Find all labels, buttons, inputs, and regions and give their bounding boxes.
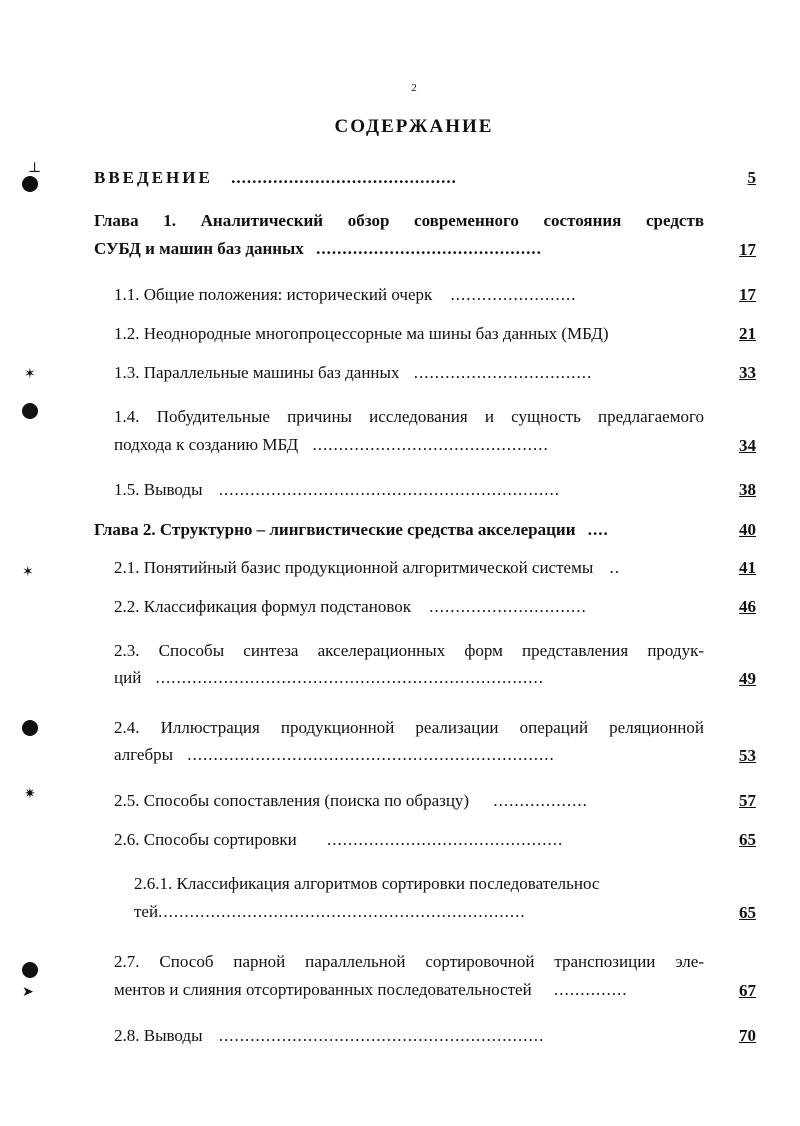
toc-page-number: 40 (739, 520, 756, 539)
toc-page-number: 17 (739, 240, 756, 259)
toc-entry: 2.2. Классификация формул подстановок .............................. (114, 597, 587, 616)
toc-entry: 2.5. Способы сопоставления (поиска по образцу) .................. (114, 791, 588, 810)
hole-punch-icon (22, 403, 38, 419)
toc-page-number: 49 (739, 669, 756, 688)
toc-entry-cont: тей...................................................................... (134, 902, 526, 921)
toc-page-number: 33 (739, 363, 756, 382)
scan-mark-icon: ✶ (24, 367, 36, 382)
toc-entry: Глава 1. Аналитический обзор современного состояния средств (94, 211, 704, 230)
hole-punch-icon (22, 720, 38, 736)
toc-page-number: 53 (739, 746, 756, 765)
toc-entry: 2.1. Понятийный базис продукционной алгоритмической системы .. (114, 558, 621, 577)
page-number: 2 (411, 82, 417, 94)
toc-page-number: 46 (739, 597, 756, 616)
scan-mark-icon: ✷ (24, 787, 36, 802)
toc-page-number: 67 (739, 981, 756, 1000)
toc-entry-cont: СУБД и машин баз данных ........................................... (94, 239, 542, 258)
toc-entry: 1.2. Неоднородные многопроцессорные ма шины баз данных (МБД) (114, 324, 609, 343)
toc-page-number: 65 (739, 830, 756, 849)
toc-page-number: 41 (739, 558, 756, 577)
toc-entry-cont: подхода к созданию МБД ............................................. (114, 435, 549, 454)
toc-entry: 2.4. Иллюстрация продукционной реализации операций реляционной (114, 718, 704, 737)
toc-entry: 2.8. Выводы .............................................................. (114, 1026, 545, 1045)
toc-page-number: 38 (739, 480, 756, 499)
toc-entry: 1.1. Общие положения: исторический очерк ........................ (114, 285, 577, 304)
toc-entry: 2.6.1. Классификация алгоритмов сортировки последовательнос (134, 874, 600, 893)
toc-entry: 1.4. Побудительные причины исследования и сущность предлагаемого (114, 407, 704, 426)
scan-mark-icon: ➤ (22, 985, 34, 1000)
toc-entry-cont: алгебры ...................................................................... (114, 745, 555, 764)
toc-entry: 2.7. Способ парной параллельной сортировочной транспозиции эле- (114, 952, 704, 971)
toc-page-number: 34 (739, 436, 756, 455)
toc-entry-cont: ций .......................................................................... (114, 668, 545, 687)
toc-entry: Глава 2. Структурно – лингвистические средства акселерации .... (94, 520, 609, 539)
hole-punch-icon (22, 176, 38, 192)
toc-page-number: 21 (739, 324, 756, 343)
toc-page-number: 70 (739, 1026, 756, 1045)
toc-page-number: 57 (739, 791, 756, 810)
page-title: СОДЕРЖАНИЕ (334, 116, 494, 137)
toc-page-number: 65 (739, 903, 756, 922)
toc-page-number: 17 (739, 285, 756, 304)
toc-entry: 1.3. Параллельные машины баз данных .................................. (114, 363, 593, 382)
toc-entry: ВВЕДЕНИЕ ........................................... (94, 168, 457, 187)
toc-entry-cont: ментов и слияния отсортированных последовательностей .............. (114, 980, 628, 999)
hole-punch-icon (22, 962, 38, 978)
toc-entry: 2.6. Способы сортировки ............................................. (114, 830, 564, 849)
scan-mark-icon: ⊥ (28, 161, 42, 176)
scan-mark-icon: ✶ (22, 565, 34, 580)
toc-page-number: 5 (747, 168, 756, 187)
toc-entry: 2.3. Способы синтеза акселерационных форм представления продук- (114, 641, 704, 660)
toc-entry: 1.5. Выводы ................................................................. (114, 480, 561, 499)
